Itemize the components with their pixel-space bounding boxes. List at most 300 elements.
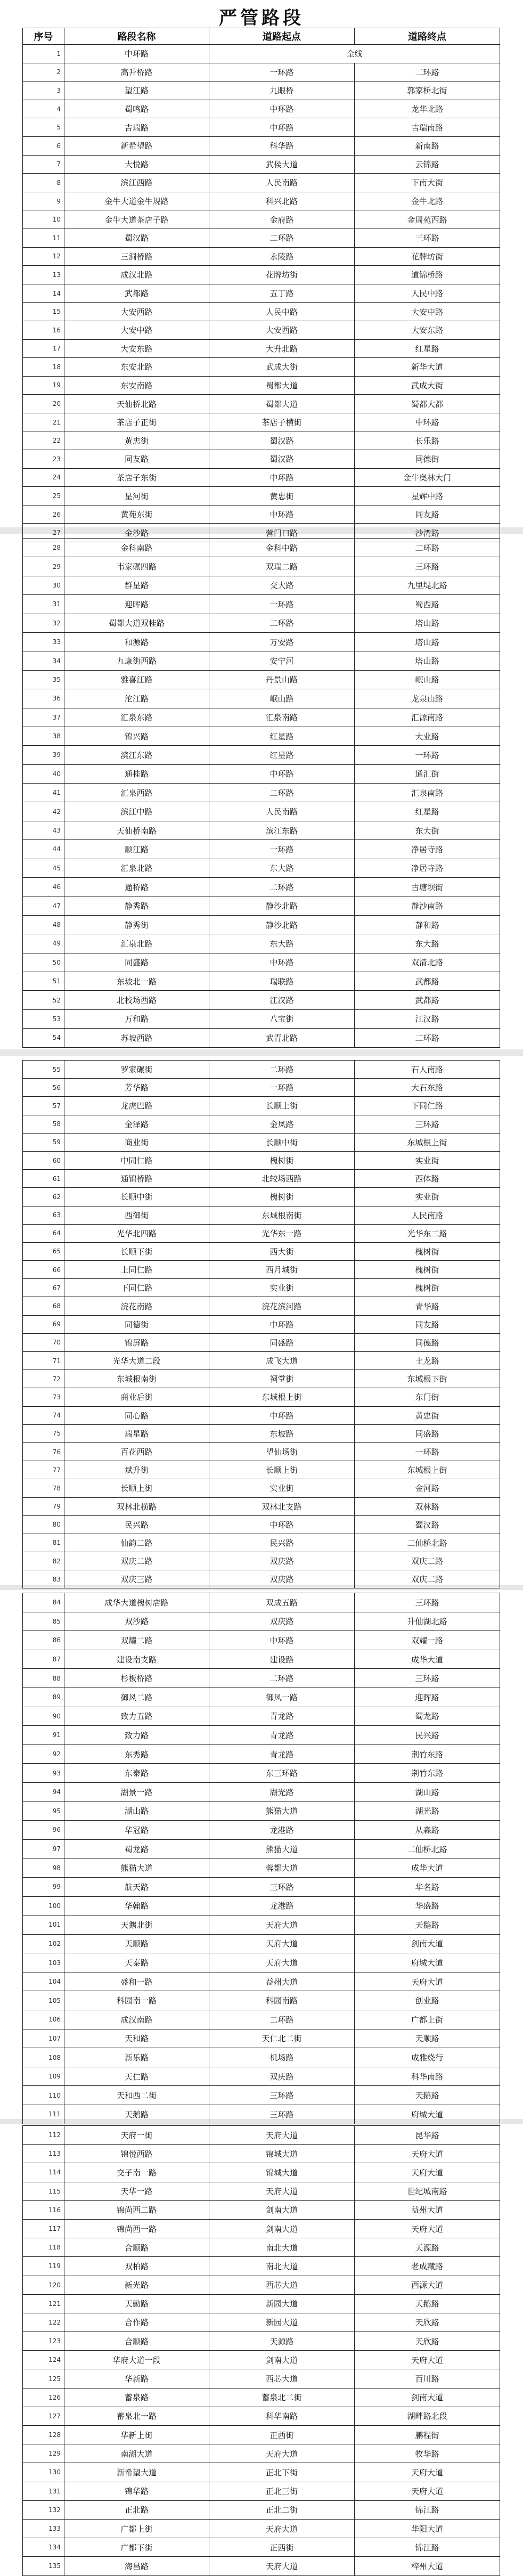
- row-number: 39: [23, 746, 64, 764]
- row-number: 119: [23, 2257, 64, 2276]
- road-end: 湖畔路北段: [355, 2407, 500, 2425]
- road-start: 中环路: [209, 100, 355, 118]
- road-start: 二环路: [209, 229, 355, 247]
- row-number: 83: [23, 1570, 64, 1588]
- road-start: 茶店子横街: [209, 413, 355, 431]
- road-start: 实业街: [209, 1479, 355, 1497]
- road-start: 大安西路: [209, 321, 355, 339]
- row-number: 129: [23, 2444, 64, 2463]
- road-start: 滨江东路: [209, 821, 355, 839]
- road-end: 天府大道: [355, 2163, 500, 2182]
- road-start: 湖光路: [209, 1782, 355, 1801]
- table-row: [23, 2145, 500, 2163]
- road-end: 东大街: [355, 821, 500, 839]
- road-name: 苏坡西路: [64, 1029, 209, 1047]
- row-number: 7: [23, 155, 64, 174]
- road-start: 西芯大道: [209, 2369, 355, 2388]
- row-number: 108: [23, 2048, 64, 2067]
- road-end: 三环路: [355, 1115, 500, 1133]
- table-row: [23, 1224, 500, 1242]
- road-end: 剑南大道: [355, 2388, 500, 2407]
- row-number: 90: [23, 1707, 64, 1726]
- table-row: [23, 1726, 500, 1745]
- road-start: 花牌坊街: [209, 266, 355, 284]
- road-name: 滨江东路: [64, 746, 209, 764]
- table-row: [23, 1388, 500, 1406]
- road-name: 通桂路: [64, 764, 209, 783]
- road-start: 蜀都大道: [209, 376, 355, 395]
- table-row: [23, 192, 500, 210]
- road-end: 大石东路: [355, 1079, 500, 1097]
- row-number: 54: [23, 1029, 64, 1047]
- road-start: 新园大道: [209, 2313, 355, 2332]
- road-end: 同德路: [355, 1333, 500, 1351]
- road-name: 南湖大道: [64, 2444, 209, 2463]
- road-name: 汇泉东路: [64, 708, 209, 727]
- road-end: 实业街: [355, 1188, 500, 1206]
- road-end: 人民南路: [355, 1206, 500, 1224]
- table-row: [23, 2219, 500, 2238]
- table-row: [23, 321, 500, 339]
- road-name: 天和西二街: [64, 2086, 209, 2105]
- table-row: [23, 1593, 500, 1612]
- road-end: 净居寺路: [355, 859, 500, 877]
- row-number: 103: [23, 1953, 64, 1972]
- row-number: 26: [23, 505, 64, 524]
- row-number: 17: [23, 339, 64, 358]
- row-number: 61: [23, 1170, 64, 1188]
- page-break: [0, 1049, 523, 1056]
- table-row: [23, 953, 500, 972]
- road-start: 交大路: [209, 576, 355, 594]
- table-row: [23, 1877, 500, 1896]
- road-name: 长顺上街: [64, 1479, 209, 1497]
- table-row: [23, 1858, 500, 1878]
- road-end: 剑南大道: [355, 1934, 500, 1953]
- road-name: 群星路: [64, 576, 209, 594]
- row-number: 116: [23, 2200, 64, 2219]
- road-start: 槐树街: [209, 1188, 355, 1206]
- table-row: [23, 1991, 500, 2010]
- road-end: 一环路: [355, 746, 500, 764]
- row-number: 9: [23, 192, 64, 210]
- road-end: 三环路: [355, 1669, 500, 1688]
- table-row: [23, 915, 500, 934]
- road-name: 湖山路: [64, 1801, 209, 1821]
- road-name: 蓄泉北一路: [64, 2407, 209, 2425]
- road-end: 天鹅路: [355, 2086, 500, 2105]
- road-end: 汇源南路: [355, 708, 500, 727]
- road-name: 望江路: [64, 81, 209, 100]
- road-end: 同盛路: [355, 1424, 500, 1442]
- table-row: [23, 1461, 500, 1479]
- road-table-page-2: [22, 538, 500, 1048]
- road-start: 同盛路: [209, 1333, 355, 1351]
- road-start: 东大路: [209, 859, 355, 877]
- road-start: 武青北路: [209, 1029, 355, 1047]
- table-row: [23, 1534, 500, 1552]
- road-end: 星辉中路: [355, 487, 500, 506]
- row-number: 38: [23, 727, 64, 745]
- road-name: 锦尚西一路: [64, 2219, 209, 2238]
- road-end: 槐树街: [355, 1279, 500, 1297]
- road-end: 大业路: [355, 727, 500, 745]
- row-number: 112: [23, 2126, 64, 2145]
- road-end: 天鹅路: [355, 2294, 500, 2313]
- row-number: 63: [23, 1206, 64, 1224]
- row-number: 107: [23, 2029, 64, 2048]
- road-name: 光华大道二段: [64, 1352, 209, 1370]
- road-start: 中环路: [209, 953, 355, 972]
- table-row: [23, 2482, 500, 2500]
- road-end: 华盛路: [355, 1896, 500, 1915]
- row-number: 24: [23, 468, 64, 487]
- road-end: 古塘坝街: [355, 878, 500, 896]
- road-start: 南北大道: [209, 2238, 355, 2257]
- road-end: 东大路: [355, 934, 500, 953]
- road-end: 天源路: [355, 2238, 500, 2257]
- road-start: 西芯大道: [209, 2276, 355, 2294]
- road-name: 长顺中街: [64, 1188, 209, 1206]
- road-start: 中环路: [209, 1406, 355, 1424]
- row-number: 8: [23, 174, 64, 192]
- road-name: 华府大道一段: [64, 2351, 209, 2369]
- road-start: 金府路: [209, 210, 355, 229]
- row-number: 80: [23, 1515, 64, 1534]
- road-start: 一环路: [209, 1079, 355, 1097]
- road-name: 正北路: [64, 2500, 209, 2519]
- road-end: 吉瑞南路: [355, 118, 500, 137]
- road-end: 三环路: [355, 1593, 500, 1612]
- road-name: 天仁路: [64, 2067, 209, 2086]
- table-row: [23, 1170, 500, 1188]
- table-row: [23, 2519, 500, 2538]
- road-end: 金牛奥林大门: [355, 468, 500, 487]
- road-start: 青龙路: [209, 1744, 355, 1764]
- road-start: 正北三街: [209, 2482, 355, 2500]
- table-row: [23, 1333, 500, 1351]
- road-start: 二环路: [209, 878, 355, 896]
- road-start: 长顺中街: [209, 1133, 355, 1151]
- table-row: [23, 1570, 500, 1588]
- row-number: 101: [23, 1915, 64, 1935]
- road-start: 东城根南街: [209, 1206, 355, 1224]
- row-number: 2: [23, 63, 64, 81]
- table-row: [23, 859, 500, 877]
- road-start: 二环路: [209, 1061, 355, 1079]
- road-start: 东三环路: [209, 1764, 355, 1783]
- row-number: 12: [23, 247, 64, 266]
- table-row: [23, 2500, 500, 2519]
- road-start: 三环路: [209, 1877, 355, 1896]
- road-end: 三环路: [355, 229, 500, 247]
- row-number: 40: [23, 764, 64, 783]
- road-end: 府城大道: [355, 1953, 500, 1972]
- row-number: 14: [23, 284, 64, 303]
- road-start: 光华东一路: [209, 1224, 355, 1242]
- road-name: 天华一路: [64, 2182, 209, 2200]
- road-start: 北较场西路: [209, 1170, 355, 1188]
- table-row: [23, 764, 500, 783]
- road-end: 新华大道: [355, 358, 500, 377]
- road-end: 双庆二路: [355, 1570, 500, 1588]
- road-end: 天府大道: [355, 1972, 500, 1991]
- road-table-page-3: [22, 1060, 500, 1588]
- road-name: 东泰路: [64, 1764, 209, 1783]
- row-number: 118: [23, 2238, 64, 2257]
- table-row: [23, 229, 500, 247]
- road-end: 湖光路: [355, 1801, 500, 1821]
- road-end: 锦江路: [355, 2500, 500, 2519]
- road-name: 商业街: [64, 1133, 209, 1151]
- table-row: [23, 210, 500, 229]
- row-number: 5: [23, 118, 64, 137]
- road-end: 净居寺路: [355, 840, 500, 859]
- road-name: 御风二路: [64, 1688, 209, 1707]
- table-row: [23, 2538, 500, 2557]
- row-number: 82: [23, 1552, 64, 1570]
- road-start: 锦城大道: [209, 2145, 355, 2163]
- road-name: 茶店子正街: [64, 413, 209, 431]
- road-name: 龙虎巴路: [64, 1097, 209, 1115]
- row-number: 123: [23, 2332, 64, 2351]
- road-name: 茶店子东街: [64, 468, 209, 487]
- road-name: 汇泉西路: [64, 784, 209, 802]
- table-row: [23, 1009, 500, 1028]
- road-end: 道锦桥路: [355, 266, 500, 284]
- road-start: 二环路: [209, 614, 355, 632]
- row-number: 53: [23, 1009, 64, 1028]
- row-number: 77: [23, 1461, 64, 1479]
- road-end: 科华南路: [355, 2067, 500, 2086]
- road-start: 青龙路: [209, 1707, 355, 1726]
- road-start: 金科中路: [209, 539, 355, 557]
- road-end: 锦江路: [355, 2538, 500, 2557]
- road-start: 红星路: [209, 727, 355, 745]
- road-end: 牧华路: [355, 2444, 500, 2463]
- road-end: 郭家桥北街: [355, 81, 500, 100]
- road-name: 黄苑东街: [64, 505, 209, 524]
- row-number: 72: [23, 1370, 64, 1388]
- road-name: 星河街: [64, 487, 209, 506]
- road-name: 熊猫大道: [64, 1858, 209, 1878]
- road-name: 大安西路: [64, 303, 209, 321]
- road-end: 花牌坊街: [355, 247, 500, 266]
- road-start: 建设路: [209, 1650, 355, 1669]
- road-start: 长顺上街: [209, 1461, 355, 1479]
- road-name: 锦屏路: [64, 1333, 209, 1351]
- road-end: 人民中路: [355, 284, 500, 303]
- road-name: 吉瑞路: [64, 118, 209, 137]
- road-name: 合顺路: [64, 2332, 209, 2351]
- road-start: 蓉都大道: [209, 1858, 355, 1878]
- row-number: 128: [23, 2426, 64, 2444]
- road-end: 双耀一路: [355, 1631, 500, 1650]
- road-start: 正北二街: [209, 2500, 355, 2519]
- road-start: 正西街: [209, 2426, 355, 2444]
- road-name: 湖景一路: [64, 1782, 209, 1801]
- table-row: [23, 878, 500, 896]
- road-end: 天顺路: [355, 2029, 500, 2048]
- road-name: 静秀街: [64, 915, 209, 934]
- row-number: 114: [23, 2163, 64, 2182]
- table-row: [23, 1151, 500, 1169]
- table-row: [23, 2276, 500, 2294]
- row-number: 37: [23, 708, 64, 727]
- road-name: 商业后街: [64, 1388, 209, 1406]
- table-row: [23, 991, 500, 1009]
- row-number: 115: [23, 2182, 64, 2200]
- table-row: [23, 1669, 500, 1688]
- row-number: 124: [23, 2351, 64, 2369]
- road-start: 二环路: [209, 784, 355, 802]
- road-name: 仙韵二路: [64, 1534, 209, 1552]
- road-end: 天府大道: [355, 2351, 500, 2369]
- road-start: 双瑞二路: [209, 557, 355, 576]
- row-number: 126: [23, 2388, 64, 2407]
- road-end: 荆竹东路: [355, 1764, 500, 1783]
- table-row: [23, 2388, 500, 2407]
- road-name: 和源路: [64, 632, 209, 651]
- row-number: 121: [23, 2294, 64, 2313]
- row-number: 131: [23, 2482, 64, 2500]
- road-name: 锦华路: [64, 2482, 209, 2500]
- table-row: [23, 1972, 500, 1991]
- table-row: [23, 651, 500, 670]
- table-row: [23, 708, 500, 727]
- road-end: 天府大道: [355, 2145, 500, 2163]
- road-end: 蜀都大都: [355, 395, 500, 413]
- row-number: 52: [23, 991, 64, 1009]
- table-row: [23, 487, 500, 506]
- road-end: 荆竹东路: [355, 1744, 500, 1764]
- table-row: [23, 1688, 500, 1707]
- table-row: [23, 1424, 500, 1442]
- table-row: [23, 2163, 500, 2182]
- road-name: 通锦桥路: [64, 1170, 209, 1188]
- road-start: 双庆路: [209, 1552, 355, 1570]
- row-number: 92: [23, 1744, 64, 1764]
- road-end: 天欣路: [355, 2313, 500, 2332]
- road-start: 实业街: [209, 1279, 355, 1297]
- road-name: 天府一街: [64, 2126, 209, 2145]
- road-name: 雅喜江路: [64, 670, 209, 689]
- row-number: 43: [23, 821, 64, 839]
- road-start: 南北大道: [209, 2257, 355, 2276]
- road-name: 万和路: [64, 1009, 209, 1028]
- row-number: 105: [23, 1991, 64, 2010]
- road-start: 西大街: [209, 1242, 355, 1260]
- row-number: 86: [23, 1631, 64, 1650]
- road-name: 锦尚西二路: [64, 2200, 209, 2219]
- table-row: [23, 802, 500, 821]
- road-start: 正西街: [209, 2538, 355, 2557]
- road-start: 一环路: [209, 63, 355, 81]
- table-row: [23, 1242, 500, 1260]
- row-number: 6: [23, 136, 64, 155]
- road-name: 天和路: [64, 2029, 209, 2048]
- table-row: [23, 1707, 500, 1726]
- table-row: [23, 2426, 500, 2444]
- road-name: 通桥路: [64, 878, 209, 896]
- road-end: 天府大道: [355, 2219, 500, 2238]
- table-row: [23, 1315, 500, 1333]
- road-start: 新园大道: [209, 2294, 355, 2313]
- table-row: [23, 81, 500, 100]
- road-start: 祠堂街: [209, 1370, 355, 1388]
- road-end: 鹏程街: [355, 2426, 500, 2444]
- table-row: [23, 118, 500, 137]
- road-end: 双庆二路: [355, 1552, 500, 1570]
- row-number: 91: [23, 1726, 64, 1745]
- table-row: [23, 2294, 500, 2313]
- road-start: 一环路: [209, 595, 355, 614]
- row-number: 95: [23, 1801, 64, 1821]
- road-start: 天仁北二街: [209, 2029, 355, 2048]
- table-row: [23, 2010, 500, 2029]
- road-name: 东安北路: [64, 358, 209, 377]
- table-row: [23, 2351, 500, 2369]
- road-end: 三环路: [355, 557, 500, 576]
- road-name: 百花西路: [64, 1442, 209, 1461]
- road-name: 同友路: [64, 450, 209, 469]
- table-row: [23, 557, 500, 576]
- road-start: 黄忠街: [209, 487, 355, 506]
- road-name: 高升桥路: [64, 63, 209, 81]
- row-number: 67: [23, 1279, 64, 1297]
- row-number: 133: [23, 2519, 64, 2538]
- table-row: [23, 595, 500, 614]
- table-row: [23, 45, 500, 63]
- road-start: 双庆路: [209, 2067, 355, 2086]
- table-row: [23, 1279, 500, 1297]
- road-start: 天府大道: [209, 1915, 355, 1935]
- table-row: [23, 2238, 500, 2257]
- road-name: 华冠路: [64, 1821, 209, 1840]
- road-name: 瑞星路: [64, 1424, 209, 1442]
- table-row: [23, 303, 500, 321]
- road-start: 青龙路: [209, 1726, 355, 1745]
- road-name: 沱江路: [64, 689, 209, 708]
- road-start: 双林北支路: [209, 1497, 355, 1515]
- row-number: 28: [23, 539, 64, 557]
- road-start: 熊猫大道: [209, 1801, 355, 1821]
- table-row: [23, 2332, 500, 2351]
- road-name: 浣花南路: [64, 1297, 209, 1315]
- road-end: 新南路: [355, 136, 500, 155]
- row-number: 113: [23, 2145, 64, 2163]
- row-number: 1: [23, 45, 64, 63]
- row-number: 111: [23, 2105, 64, 2124]
- row-number: 109: [23, 2067, 64, 2086]
- table-row: [23, 136, 500, 155]
- road-start: 三环路: [209, 2105, 355, 2124]
- road-start: 民兴路: [209, 1534, 355, 1552]
- road-name: 同盛路: [64, 953, 209, 972]
- table-row: [23, 784, 500, 802]
- table-row: [23, 1764, 500, 1783]
- row-number: 36: [23, 689, 64, 708]
- table-row: [23, 2048, 500, 2067]
- table-row: [23, 1782, 500, 1801]
- row-number: 41: [23, 784, 64, 802]
- column-header: 序号: [23, 28, 64, 45]
- road-name: 致力路: [64, 1726, 209, 1745]
- road-table-page-4: [22, 1593, 500, 2124]
- road-start: 武侯大道: [209, 155, 355, 174]
- table-row: [23, 155, 500, 174]
- road-name: 西御街: [64, 1206, 209, 1224]
